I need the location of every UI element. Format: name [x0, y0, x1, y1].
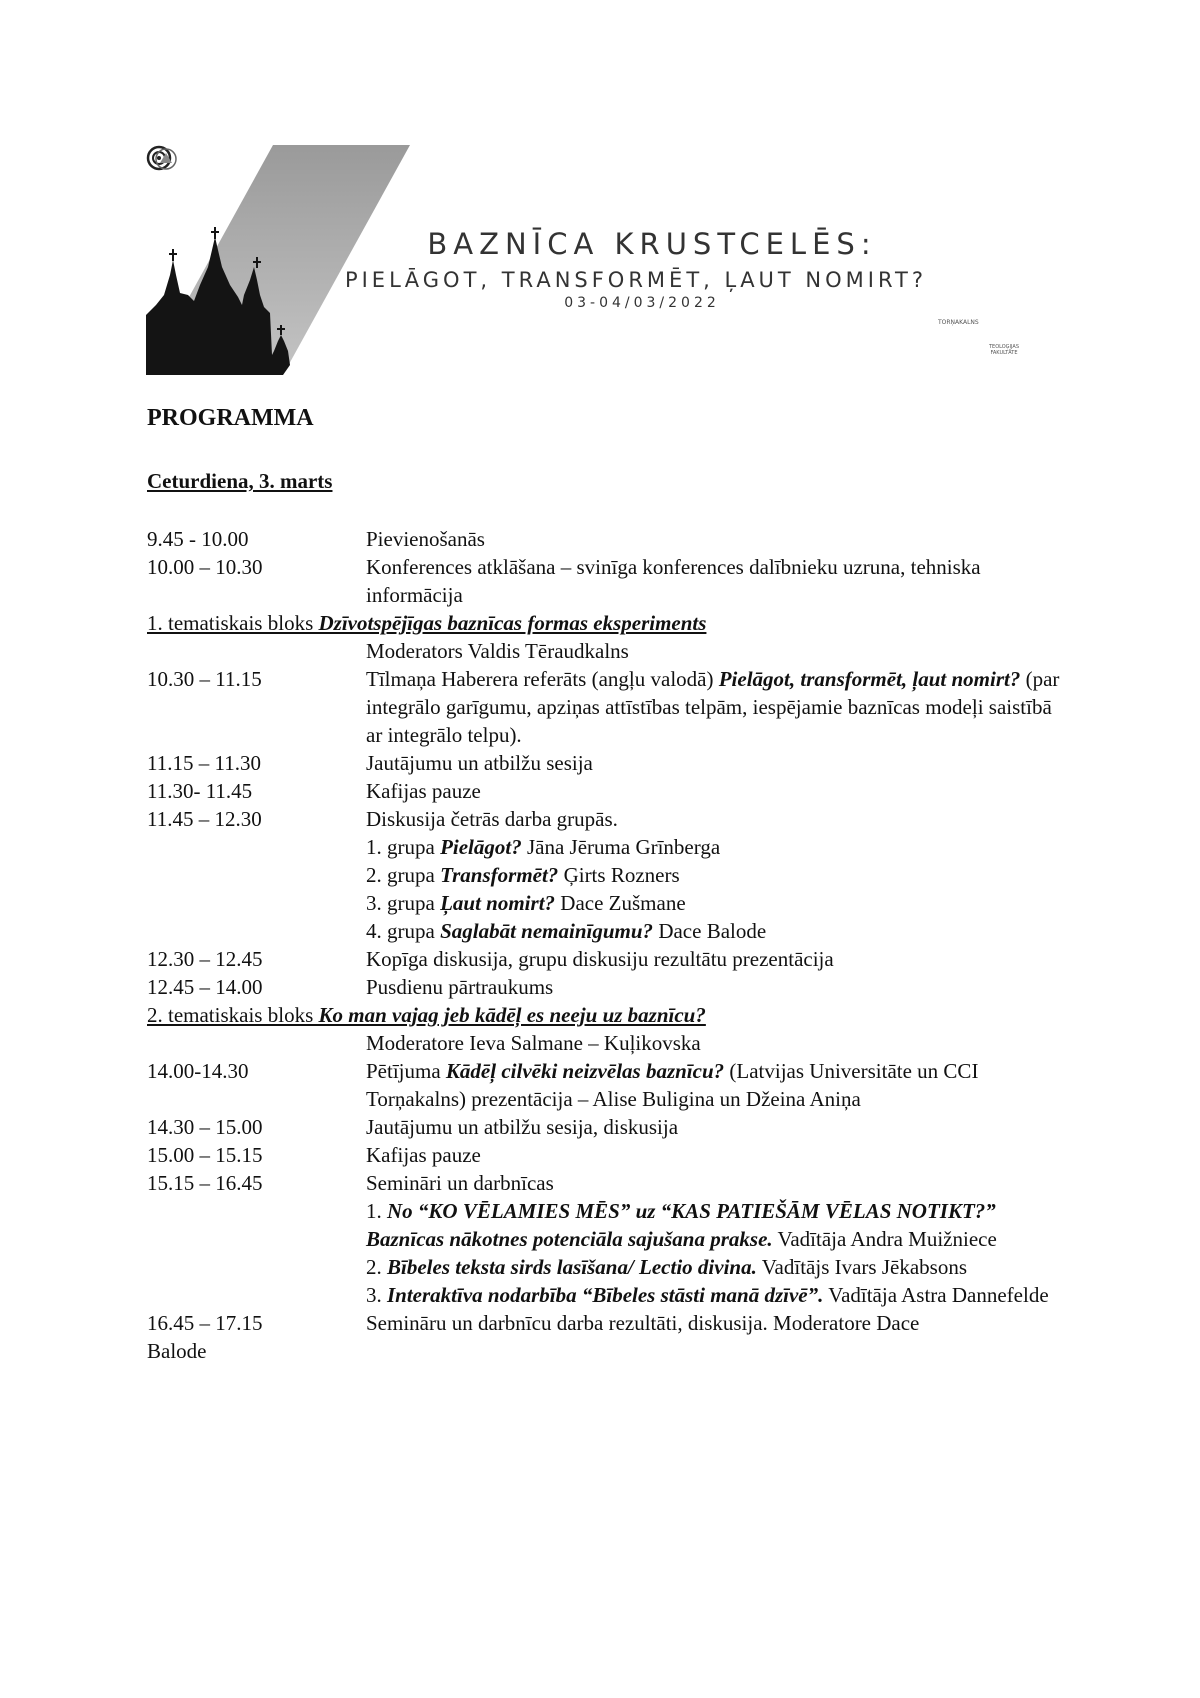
- banner-date: 03-04/03/2022: [564, 295, 720, 311]
- workshop-item: [366, 1253, 1067, 1281]
- workshop-item: [366, 1281, 1067, 1309]
- desc-emphasis: Interaktīva nodarbība “Bībeles stāsti manā dzīvē”.: [387, 1283, 824, 1307]
- row-description: Pievienošanās: [366, 527, 485, 551]
- desc-emphasis: Ļaut nomirt?: [440, 891, 556, 915]
- faculty-logo-icon: [146, 145, 186, 173]
- group-row: [147, 917, 1067, 945]
- row-description: Semināri un darbnīcas: [366, 1171, 554, 1195]
- desc-text: Vadītāja Andra Muižniece: [772, 1227, 997, 1251]
- row-description: [366, 1057, 1067, 1113]
- schedule-row: [147, 1169, 1067, 1197]
- desc-text: 2.: [366, 1255, 387, 1279]
- schedule-row: [147, 805, 1067, 833]
- row-time: 9.45 - 10.00: [147, 527, 249, 551]
- row-time: 15.00 – 15.15: [147, 1143, 263, 1167]
- row-time: 10.30 – 11.15: [147, 667, 262, 691]
- banner-title: BAZNĪCA KRUSTCELĒS:: [427, 227, 877, 261]
- desc-emphasis: Pielāgot, transformēt, ļaut nomirt?: [718, 667, 1021, 691]
- row-description: [366, 665, 1067, 749]
- row-description: Kafijas pauze: [366, 1143, 481, 1167]
- schedule-row: [147, 973, 1067, 1001]
- schedule-row: [147, 777, 1067, 805]
- desc-text: 3.: [366, 1283, 387, 1307]
- workshop-row: [147, 1197, 1067, 1253]
- row-description: Konferences atklāšana – svinīga konferences dalībnieku uzruna, tehniska informācija: [366, 555, 981, 607]
- desc-text: Dace Balode: [653, 919, 767, 943]
- row-time: 11.30- 11.45: [147, 779, 253, 803]
- logo-left-text: TORŅAKALNS: [938, 319, 979, 326]
- day-heading: Ceturdiena, 3. marts: [147, 469, 333, 493]
- row-time: 14.00-14.30: [147, 1059, 249, 1083]
- desc-text: Ģirts Rozners: [558, 863, 680, 887]
- group-item: [366, 917, 1067, 945]
- workshop-row: [147, 1253, 1067, 1281]
- desc-text: Tīlmaņa Haberera referāts (angļu valodā): [366, 667, 719, 691]
- workshop-row: [147, 1281, 1067, 1309]
- schedule-row: [147, 553, 1067, 609]
- block-title: Dzīvotspējīgas baznīcas formas eksperiments: [318, 611, 707, 635]
- logo-right-text: TEOLOĢIJAS FAKULTĀTE: [988, 344, 1020, 356]
- block-prefix: 1. tematiskais bloks: [147, 611, 319, 635]
- schedule-row: [147, 1029, 1067, 1057]
- schedule-row: [147, 945, 1067, 973]
- group-item: [366, 833, 1067, 861]
- schedule-row: [147, 1141, 1067, 1169]
- schedule-row: [147, 665, 1067, 749]
- row-continuation: Balode: [147, 1339, 207, 1363]
- desc-emphasis: Transformēt?: [440, 863, 559, 887]
- page-heading: PROGRAMMA: [147, 405, 314, 431]
- desc-text: 1.: [366, 1199, 387, 1223]
- conference-banner: [146, 145, 1066, 375]
- group-row: [147, 833, 1067, 861]
- row-time: 10.00 – 10.30: [147, 555, 263, 579]
- desc-text: Dace Zušmane: [555, 891, 686, 915]
- program-schedule: [147, 525, 1067, 1365]
- desc-emphasis: Bībeles teksta sirds lasīšana/ Lectio divina.: [387, 1255, 757, 1279]
- schedule-row: [147, 525, 1067, 553]
- desc-emphasis: Kādēļ cilvēki neizvēlas baznīcu?: [445, 1059, 725, 1083]
- desc-emphasis: Pielāgot?: [440, 835, 522, 859]
- thematic-block-heading: [147, 1001, 1067, 1029]
- desc-emphasis: No “KO VĒLAMIES MĒS” uz “KAS PATIEŠĀM VĒLAS NOTIKT?” Baznīcas nākotnes potenciāla sajušana prakse.: [366, 1199, 996, 1251]
- row-description: Semināru un darbnīcu darba rezultāti, diskusija. Moderatore Dace: [366, 1311, 920, 1335]
- workshop-item: [366, 1197, 1067, 1253]
- schedule-row: [147, 1057, 1067, 1113]
- row-description: Kafijas pauze: [366, 779, 481, 803]
- row-time: 12.45 – 14.00: [147, 975, 263, 999]
- group-item: [366, 861, 1067, 889]
- desc-text: (Latvijas Universitāte un CCI Torņakalns) prezentācija – Alise Buligina un Džeina Aniņa: [366, 1059, 979, 1111]
- row-time: 11.15 – 11.30: [147, 751, 261, 775]
- schedule-row: [147, 749, 1067, 777]
- desc-emphasis: Saglabāt nemainīgumu?: [440, 919, 654, 943]
- moderator-line: Moderatore Ieva Salmane – Kuļikovska: [366, 1031, 701, 1055]
- row-description: Pusdienu pārtraukums: [366, 975, 554, 999]
- group-item: [366, 889, 1067, 917]
- block-prefix: 2. tematiskais bloks: [147, 1003, 319, 1027]
- banner-subtitle: PIELĀGOT, TRANSFORMĒT, ĻAUT NOMIRT?: [344, 268, 928, 292]
- row-time: 11.45 – 12.30: [147, 807, 262, 831]
- row-time: 16.45 – 17.15: [147, 1311, 263, 1335]
- schedule-row: [147, 1309, 1067, 1337]
- row-time: 12.30 – 12.45: [147, 947, 263, 971]
- row-description: Jautājumu un atbilžu sesija: [366, 751, 593, 775]
- row-time: 14.30 – 15.00: [147, 1115, 263, 1139]
- desc-text: 4. grupa: [366, 919, 441, 943]
- row-description: Diskusija četrās darba grupās.: [366, 807, 618, 831]
- group-row: [147, 861, 1067, 889]
- desc-text: Vadītāja Astra Dannefelde: [823, 1283, 1049, 1307]
- desc-text: Pētījuma: [366, 1059, 446, 1083]
- thematic-block-heading: [147, 609, 1067, 637]
- row-description: Kopīga diskusija, grupu diskusiju rezultātu prezentācija: [366, 947, 834, 971]
- desc-text: 2. grupa: [366, 863, 441, 887]
- schedule-row: [147, 1113, 1067, 1141]
- row-description: Jautājumu un atbilžu sesija, diskusija: [366, 1115, 679, 1139]
- desc-text: Jāna Jēruma Grīnberga: [521, 835, 721, 859]
- row-time: 15.15 – 16.45: [147, 1171, 263, 1195]
- desc-text: 3. grupa: [366, 891, 441, 915]
- moderator-line: Moderators Valdis Tēraudkalns: [366, 639, 629, 663]
- desc-text: Vadītājs Ivars Jēkabsons: [756, 1255, 968, 1279]
- schedule-row: [147, 637, 1067, 665]
- desc-text: 1. grupa: [366, 835, 441, 859]
- block-title: Ko man vajag jeb kādēļ es neeju uz baznīcu?: [318, 1003, 706, 1027]
- desc-text: (par integrālo garīgumu, apziņas attīstības telpām, iespējamie baznīcas modeļi saistībā ar integrālo telpu).: [366, 667, 1060, 747]
- group-row: [147, 889, 1067, 917]
